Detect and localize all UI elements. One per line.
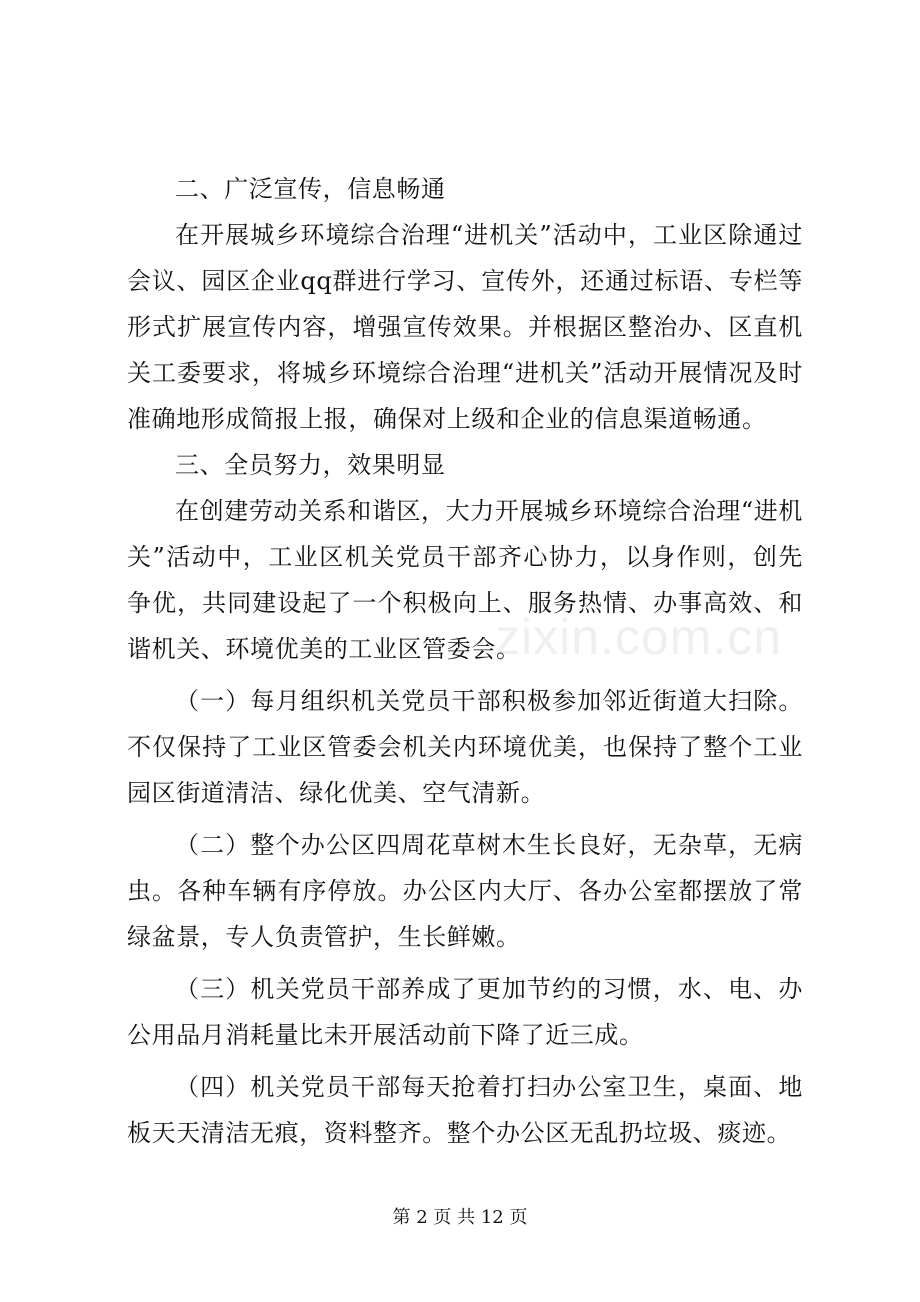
list-item-paragraph: （三）机关党员干部养成了更加节约的习惯，水、电、办公用品月消耗量比未开展活动前下降了近三成。 — [127, 975, 803, 1049]
watermark: zixin.com.cn — [495, 609, 783, 665]
list-item-paragraph: （一）每月组织机关党员干部积极参加邻近街道大扫除。不仅保持了工业区管委会机关内环境优美，也保持了整个工业园区街道清洁、绿化优美、空气清新。 — [127, 687, 803, 807]
section-heading: 二、广泛宣传，信息畅通 — [175, 175, 446, 203]
page-number-footer: 第 2 页 共 12 页 — [392, 1207, 528, 1228]
document-body — [127, 166, 803, 1156]
paragraph: 在创建劳动关系和谐区，大力开展城乡环境综合治理“进机关”活动中，工业区机关党员干部齐心协力，以身作则，创先争优，共同建设起了一个积极向上、服务热情、办事高效、和谐机关、环境优美的工业区管委会。 — [127, 497, 803, 663]
section-heading: 三、全员努力，效果明显 — [175, 451, 446, 479]
list-item-paragraph: （四）机关党员干部每天抢着打扫办公室卫生，桌面、地板天天清洁无痕，资料整齐。整个办公区无乱扔垃圾、痰迹。 — [127, 1073, 803, 1147]
list-item-paragraph: （二）整个办公区四周花草树木生长良好，无杂草，无病虫。各种车辆有序停放。办公区内大厅、各办公室都摆放了常绿盆景，专人负责管护，生长鲜嫩。 — [127, 831, 803, 951]
paragraph: 在开展城乡环境综合治理“进机关”活动中，工业区除通过会议、园区企业qq群进行学习、宣传外，还通过标语、专栏等形式扩展宣传内容，增强宣传效果。并根据区整治办、区直机关工委要求，将城乡环境综合治理“进机关”活动开展情况及时准确地形成简报上报，确保对上级和企业的信息渠道畅通。 — [127, 221, 803, 433]
